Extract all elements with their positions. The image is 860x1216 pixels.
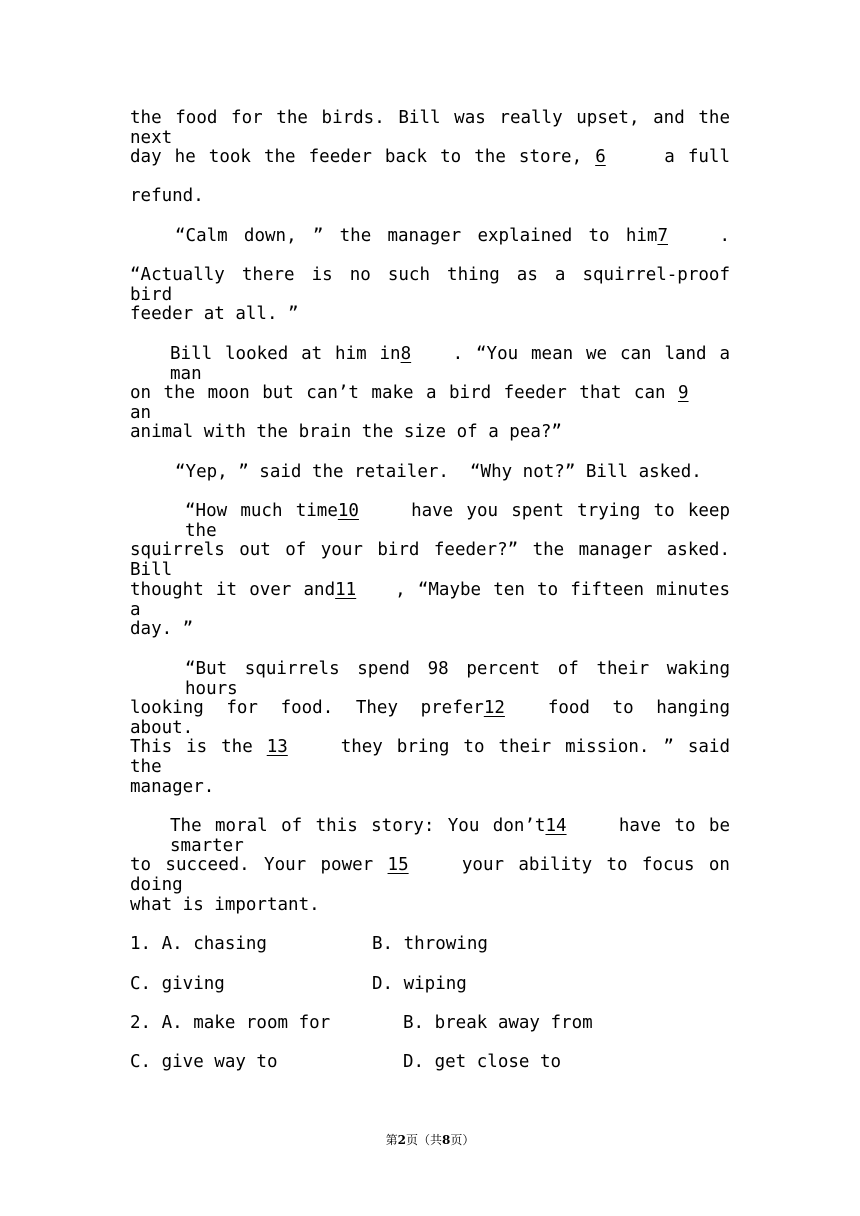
- option-2-c: C. give way to: [130, 1052, 278, 1072]
- passage-line-16: [130, 698, 730, 738]
- blank-8: 8: [400, 344, 412, 364]
- option-2-d: D. get close to: [403, 1052, 562, 1072]
- passage-line-6: feeder at all. ”: [130, 304, 299, 324]
- passage-line-20: [130, 855, 730, 895]
- blank-14: 14: [545, 816, 567, 836]
- text-segment: your ability to focus on doing: [130, 855, 730, 895]
- footer-text: 页）: [450, 1133, 475, 1147]
- text-segment: thought it over and: [130, 580, 336, 600]
- passage-line-11: [185, 501, 730, 541]
- text-segment: an: [130, 403, 152, 423]
- text-segment: day he took the feeder back to the store,: [130, 147, 583, 167]
- text-segment: on the moon but can’t make a bird feeder that can: [130, 383, 666, 403]
- passage-line-7: [170, 344, 730, 384]
- footer-text: 页（共: [405, 1133, 442, 1147]
- text-segment: .: [719, 226, 730, 246]
- text-segment: have you spent trying to keep the: [185, 501, 730, 541]
- total-pages: 8: [442, 1133, 451, 1147]
- blank-11: 11: [335, 580, 357, 600]
- text-segment: Bill looked at him in: [170, 344, 401, 364]
- option-1-b: B. throwing: [372, 934, 488, 954]
- text-segment: The moral of this story: You don’t: [170, 816, 546, 836]
- option-2-a: 2. A. make room for: [130, 1013, 331, 1033]
- text-segment: “How much time: [185, 501, 338, 521]
- footer-text: 第: [385, 1133, 398, 1147]
- text-segment: to succeed. Your power: [130, 855, 374, 875]
- option-2-b: B. break away from: [403, 1013, 593, 1033]
- text-segment: This is the: [130, 737, 253, 757]
- option-1-a: 1. A. chasing: [130, 934, 267, 954]
- blank-13: 13: [266, 737, 288, 757]
- option-1-c: C. giving: [130, 974, 225, 994]
- passage-line-18: manager.: [130, 777, 215, 797]
- passage-line-15: “But squirrels spend 98 percent of their waking hours: [185, 659, 730, 699]
- text-segment: food to hanging about.: [130, 698, 730, 738]
- passage-line-10: “Yep, ” said the retailer. “Why not?” Bill asked.: [175, 462, 702, 482]
- passage-line-1: the food for the birds. Bill was really upset, and the next: [130, 108, 730, 148]
- passage-line-13: [130, 580, 730, 620]
- text-segment: . “You mean we can land a man: [170, 344, 730, 384]
- blank-7: 7: [657, 226, 668, 246]
- passage-line-3: refund.: [130, 186, 204, 206]
- option-1-d: D. wiping: [372, 974, 467, 994]
- blank-10: 10: [337, 501, 359, 521]
- passage-line-4: [175, 226, 730, 246]
- passage-line-21: what is important.: [130, 895, 320, 915]
- text-segment: a full: [664, 147, 730, 167]
- passage-line-9: animal with the brain the size of a pea?”: [130, 422, 562, 442]
- passage-line-8: [130, 383, 730, 423]
- passage-line-17: [130, 737, 730, 777]
- text-segment: “Calm down, ” the manager explained to him: [175, 226, 658, 246]
- passage-line-19: [170, 816, 730, 856]
- passage-line-14: day. ”: [130, 619, 194, 639]
- passage-line-2: [130, 147, 730, 167]
- blank-15: 15: [387, 855, 409, 875]
- passage-line-12: squirrels out of your bird feeder?” the manager asked. Bill: [130, 540, 730, 580]
- text-segment: they bring to their mission. ” said the: [130, 737, 730, 777]
- blank-9: 9: [678, 383, 689, 403]
- blank-12: 12: [483, 698, 505, 718]
- text-segment: , “Maybe ten to fifteen minutes a: [130, 580, 730, 620]
- text-segment: looking for food. They prefer: [130, 698, 484, 718]
- page-number: 2: [397, 1133, 406, 1147]
- passage-line-5: “Actually there is no such thing as a squirrel-proof bird: [130, 265, 730, 305]
- blank-6: 6: [595, 147, 606, 167]
- page-footer: [0, 1131, 860, 1148]
- text-segment: have to be smarter: [170, 816, 730, 856]
